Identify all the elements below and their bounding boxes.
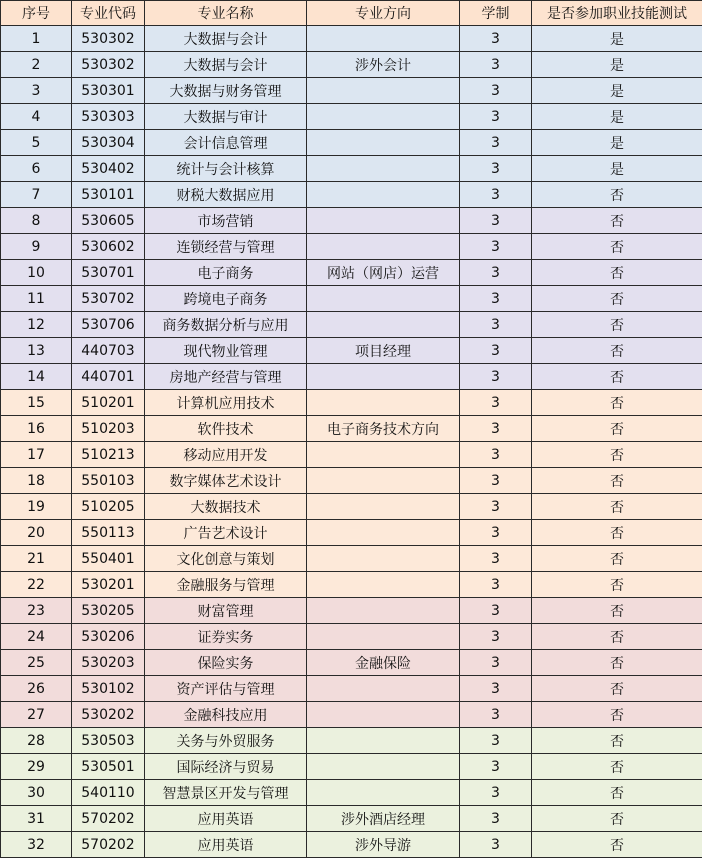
- cell-no: 24: [1, 624, 72, 650]
- table-row: [1, 104, 702, 130]
- cell-code: 530302: [72, 52, 145, 78]
- cell-test: 否: [532, 728, 702, 754]
- table-row: [1, 286, 702, 312]
- cell-code: 530206: [72, 624, 145, 650]
- cell-test: 是: [532, 52, 702, 78]
- cell-years: 3: [460, 754, 532, 780]
- cell-code: 530201: [72, 572, 145, 598]
- cell-name: 商务数据分析与应用: [145, 312, 307, 338]
- cell-test: 否: [532, 442, 702, 468]
- cell-years: 3: [460, 546, 532, 572]
- cell-no: 26: [1, 676, 72, 702]
- cell-no: 11: [1, 286, 72, 312]
- cell-no: 5: [1, 130, 72, 156]
- cell-name: 金融服务与管理: [145, 572, 307, 598]
- cell-direction: 电子商务技术方向: [307, 416, 460, 442]
- table-row: [1, 624, 702, 650]
- cell-no: 2: [1, 52, 72, 78]
- cell-name: 数字媒体艺术设计: [145, 468, 307, 494]
- cell-direction: [307, 234, 460, 260]
- cell-name: 文化创意与策划: [145, 546, 307, 572]
- table-row: [1, 806, 702, 832]
- cell-direction: 涉外会计: [307, 52, 460, 78]
- cell-years: 3: [460, 52, 532, 78]
- cell-code: 530302: [72, 26, 145, 52]
- cell-years: 3: [460, 624, 532, 650]
- cell-years: 3: [460, 442, 532, 468]
- cell-years: 3: [460, 702, 532, 728]
- cell-test: 否: [532, 390, 702, 416]
- table-row: [1, 26, 702, 52]
- header-test: 是否参加职业技能测试: [532, 1, 702, 26]
- cell-direction: [307, 156, 460, 182]
- cell-years: 3: [460, 130, 532, 156]
- cell-no: 9: [1, 234, 72, 260]
- cell-direction: [307, 546, 460, 572]
- table-row: [1, 494, 702, 520]
- cell-years: 3: [460, 728, 532, 754]
- table-row: [1, 416, 702, 442]
- cell-years: 3: [460, 676, 532, 702]
- cell-direction: 涉外导游: [307, 832, 460, 858]
- cell-name: 会计信息管理: [145, 130, 307, 156]
- cell-years: 3: [460, 260, 532, 286]
- header-years: 学制: [460, 1, 532, 26]
- table-row: [1, 468, 702, 494]
- cell-years: 3: [460, 78, 532, 104]
- table-row: [1, 832, 702, 858]
- table-row: [1, 390, 702, 416]
- table-row: [1, 78, 702, 104]
- cell-direction: 涉外酒店经理: [307, 806, 460, 832]
- cell-no: 19: [1, 494, 72, 520]
- table-row: [1, 156, 702, 182]
- table-row: [1, 728, 702, 754]
- cell-years: 3: [460, 208, 532, 234]
- cell-name: 大数据与会计: [145, 52, 307, 78]
- cell-test: 否: [532, 520, 702, 546]
- cell-direction: [307, 780, 460, 806]
- cell-direction: [307, 286, 460, 312]
- cell-code: 530402: [72, 156, 145, 182]
- cell-no: 31: [1, 806, 72, 832]
- table-row: [1, 546, 702, 572]
- cell-years: 3: [460, 780, 532, 806]
- cell-no: 16: [1, 416, 72, 442]
- table-row: [1, 52, 702, 78]
- cell-name: 关务与外贸服务: [145, 728, 307, 754]
- cell-name: 大数据与会计: [145, 26, 307, 52]
- cell-direction: [307, 26, 460, 52]
- cell-years: 3: [460, 572, 532, 598]
- cell-name: 房地产经营与管理: [145, 364, 307, 390]
- cell-years: 3: [460, 364, 532, 390]
- cell-direction: [307, 728, 460, 754]
- cell-years: 3: [460, 520, 532, 546]
- cell-name: 应用英语: [145, 832, 307, 858]
- cell-name: 资产评估与管理: [145, 676, 307, 702]
- cell-years: 3: [460, 104, 532, 130]
- cell-name: 移动应用开发: [145, 442, 307, 468]
- cell-code: 510205: [72, 494, 145, 520]
- cell-no: 10: [1, 260, 72, 286]
- table-row: [1, 312, 702, 338]
- cell-direction: [307, 624, 460, 650]
- cell-direction: [307, 442, 460, 468]
- cell-years: 3: [460, 338, 532, 364]
- cell-code: 530702: [72, 286, 145, 312]
- cell-name: 统计与会计核算: [145, 156, 307, 182]
- table-row: [1, 754, 702, 780]
- cell-code: 530701: [72, 260, 145, 286]
- cell-no: 8: [1, 208, 72, 234]
- table-row: [1, 182, 702, 208]
- cell-direction: [307, 104, 460, 130]
- cell-no: 6: [1, 156, 72, 182]
- cell-test: 是: [532, 104, 702, 130]
- cell-code: 530202: [72, 702, 145, 728]
- cell-code: 570202: [72, 806, 145, 832]
- table-row: [1, 676, 702, 702]
- cell-code: 570202: [72, 832, 145, 858]
- table-row: [1, 234, 702, 260]
- cell-direction: [307, 208, 460, 234]
- cell-test: 否: [532, 260, 702, 286]
- cell-code: 510213: [72, 442, 145, 468]
- cell-direction: [307, 78, 460, 104]
- table-row: [1, 572, 702, 598]
- cell-name: 大数据与财务管理: [145, 78, 307, 104]
- cell-no: 28: [1, 728, 72, 754]
- cell-no: 29: [1, 754, 72, 780]
- cell-test: 否: [532, 624, 702, 650]
- cell-name: 国际经济与贸易: [145, 754, 307, 780]
- cell-direction: [307, 494, 460, 520]
- cell-years: 3: [460, 286, 532, 312]
- cell-years: 3: [460, 416, 532, 442]
- cell-code: 440703: [72, 338, 145, 364]
- cell-test: 否: [532, 182, 702, 208]
- header-name: 专业名称: [145, 1, 307, 26]
- header-row: [1, 1, 702, 26]
- table-row: [1, 598, 702, 624]
- cell-direction: [307, 312, 460, 338]
- cell-direction: [307, 520, 460, 546]
- cell-no: 30: [1, 780, 72, 806]
- cell-no: 7: [1, 182, 72, 208]
- cell-name: 证券实务: [145, 624, 307, 650]
- cell-name: 财税大数据应用: [145, 182, 307, 208]
- cell-no: 18: [1, 468, 72, 494]
- cell-code: 530602: [72, 234, 145, 260]
- cell-no: 14: [1, 364, 72, 390]
- table-body: [1, 26, 702, 858]
- cell-test: 否: [532, 312, 702, 338]
- cell-years: 3: [460, 598, 532, 624]
- header-direction: 专业方向: [307, 1, 460, 26]
- cell-name: 大数据技术: [145, 494, 307, 520]
- cell-test: 是: [532, 156, 702, 182]
- cell-name: 软件技术: [145, 416, 307, 442]
- cell-test: 否: [532, 338, 702, 364]
- cell-name: 电子商务: [145, 260, 307, 286]
- cell-direction: [307, 702, 460, 728]
- cell-code: 530706: [72, 312, 145, 338]
- cell-name: 连锁经营与管理: [145, 234, 307, 260]
- table-row: [1, 702, 702, 728]
- cell-no: 32: [1, 832, 72, 858]
- cell-direction: [307, 572, 460, 598]
- cell-no: 20: [1, 520, 72, 546]
- cell-no: 13: [1, 338, 72, 364]
- cell-no: 4: [1, 104, 72, 130]
- cell-name: 保险实务: [145, 650, 307, 676]
- cell-test: 否: [532, 286, 702, 312]
- cell-direction: 网站（网店）运营: [307, 260, 460, 286]
- cell-code: 530303: [72, 104, 145, 130]
- cell-test: 否: [532, 806, 702, 832]
- cell-code: 530304: [72, 130, 145, 156]
- cell-years: 3: [460, 156, 532, 182]
- cell-direction: 项目经理: [307, 338, 460, 364]
- table-row: [1, 338, 702, 364]
- cell-test: 否: [532, 650, 702, 676]
- cell-code: 550401: [72, 546, 145, 572]
- cell-test: 是: [532, 26, 702, 52]
- cell-direction: [307, 364, 460, 390]
- cell-direction: [307, 390, 460, 416]
- cell-test: 否: [532, 780, 702, 806]
- cell-no: 12: [1, 312, 72, 338]
- cell-direction: [307, 754, 460, 780]
- cell-years: 3: [460, 26, 532, 52]
- cell-years: 3: [460, 312, 532, 338]
- cell-test: 否: [532, 676, 702, 702]
- header-no: 序号: [1, 1, 72, 26]
- table-row: [1, 650, 702, 676]
- cell-no: 3: [1, 78, 72, 104]
- cell-direction: [307, 130, 460, 156]
- cell-no: 21: [1, 546, 72, 572]
- cell-direction: 金融保险: [307, 650, 460, 676]
- cell-name: 财富管理: [145, 598, 307, 624]
- cell-test: 否: [532, 546, 702, 572]
- cell-name: 跨境电子商务: [145, 286, 307, 312]
- cell-no: 22: [1, 572, 72, 598]
- cell-years: 3: [460, 390, 532, 416]
- cell-years: 3: [460, 182, 532, 208]
- cell-code: 440701: [72, 364, 145, 390]
- cell-code: 530102: [72, 676, 145, 702]
- table-row: [1, 520, 702, 546]
- cell-test: 是: [532, 78, 702, 104]
- cell-test: 否: [532, 208, 702, 234]
- cell-code: 540110: [72, 780, 145, 806]
- cell-no: 17: [1, 442, 72, 468]
- cell-years: 3: [460, 832, 532, 858]
- cell-test: 否: [532, 494, 702, 520]
- cell-code: 550113: [72, 520, 145, 546]
- cell-code: 530203: [72, 650, 145, 676]
- cell-no: 15: [1, 390, 72, 416]
- cell-name: 大数据与审计: [145, 104, 307, 130]
- table-row: [1, 208, 702, 234]
- cell-no: 23: [1, 598, 72, 624]
- cell-direction: [307, 676, 460, 702]
- cell-code: 530503: [72, 728, 145, 754]
- header-code: 专业代码: [72, 1, 145, 26]
- cell-test: 否: [532, 364, 702, 390]
- cell-test: 否: [532, 468, 702, 494]
- cell-direction: [307, 182, 460, 208]
- cell-test: 否: [532, 754, 702, 780]
- cell-name: 金融科技应用: [145, 702, 307, 728]
- cell-direction: [307, 598, 460, 624]
- cell-code: 510203: [72, 416, 145, 442]
- cell-code: 530101: [72, 182, 145, 208]
- cell-code: 530605: [72, 208, 145, 234]
- cell-years: 3: [460, 494, 532, 520]
- cell-test: 否: [532, 572, 702, 598]
- cell-code: 530301: [72, 78, 145, 104]
- table-row: [1, 442, 702, 468]
- table-row: [1, 780, 702, 806]
- cell-years: 3: [460, 468, 532, 494]
- table-row: [1, 364, 702, 390]
- cell-code: 510201: [72, 390, 145, 416]
- cell-test: 否: [532, 832, 702, 858]
- cell-name: 广告艺术设计: [145, 520, 307, 546]
- cell-no: 25: [1, 650, 72, 676]
- cell-years: 3: [460, 650, 532, 676]
- cell-test: 是: [532, 130, 702, 156]
- cell-years: 3: [460, 806, 532, 832]
- cell-code: 530205: [72, 598, 145, 624]
- cell-name: 现代物业管理: [145, 338, 307, 364]
- cell-name: 市场营销: [145, 208, 307, 234]
- cell-test: 否: [532, 702, 702, 728]
- cell-code: 550103: [72, 468, 145, 494]
- cell-test: 否: [532, 598, 702, 624]
- cell-name: 应用英语: [145, 806, 307, 832]
- cell-no: 27: [1, 702, 72, 728]
- cell-name: 计算机应用技术: [145, 390, 307, 416]
- cell-name: 智慧景区开发与管理: [145, 780, 307, 806]
- cell-test: 否: [532, 416, 702, 442]
- table-row: [1, 130, 702, 156]
- table-row: [1, 260, 702, 286]
- cell-years: 3: [460, 234, 532, 260]
- cell-code: 530501: [72, 754, 145, 780]
- cell-test: 否: [532, 234, 702, 260]
- cell-direction: [307, 468, 460, 494]
- cell-no: 1: [1, 26, 72, 52]
